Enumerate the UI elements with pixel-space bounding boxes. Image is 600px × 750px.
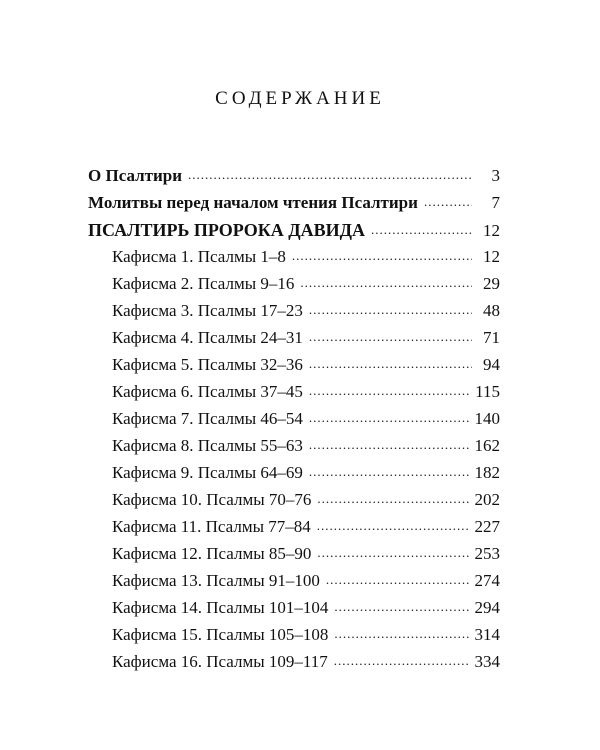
- dot-leader: [300, 272, 472, 292]
- toc-page-number: 29: [483, 274, 500, 293]
- dot-leader: [317, 542, 468, 562]
- toc-page-number: 182: [474, 463, 500, 482]
- toc-entry-kathisma-1: [88, 247, 500, 274]
- dot-leader: [326, 569, 469, 589]
- toc-entry-kathisma-14: [88, 598, 500, 625]
- toc-page-number: 71: [483, 328, 500, 347]
- toc-page-number: 334: [474, 652, 500, 671]
- toc-entry-kathisma-8: [88, 436, 500, 463]
- dot-leader: [317, 515, 469, 535]
- toc-page-number: 12: [483, 221, 500, 240]
- toc-entry-label: Кафисма 16. Псалмы 109–117: [112, 652, 328, 671]
- toc-page-number: 253: [474, 544, 500, 563]
- toc-entry-label: Кафисма 6. Псалмы 37–45: [112, 382, 303, 401]
- toc-page-number: 274: [474, 571, 500, 590]
- dot-leader: [309, 353, 472, 373]
- dot-leader: [317, 488, 468, 508]
- toc-entry-kathisma-16: [88, 652, 500, 679]
- toc-entry-kathisma-3: [88, 301, 500, 328]
- toc-page-number: 94: [483, 355, 500, 374]
- toc-entry-kathisma-13: [88, 571, 500, 598]
- toc-entry-kathisma-2: [88, 274, 500, 301]
- toc-entry-label: Кафисма 15. Псалмы 105–108: [112, 625, 329, 644]
- toc-page-number: 162: [474, 436, 500, 455]
- toc-page-number: 294: [474, 598, 500, 617]
- dot-leader: [309, 461, 469, 481]
- toc-page-number: 314: [474, 625, 500, 644]
- toc-entry-label: Кафисма 4. Псалмы 24–31: [112, 328, 303, 347]
- toc-entry-kathisma-4: [88, 328, 500, 355]
- toc-entry-kathisma-11: [88, 517, 500, 544]
- toc-entry-label: Кафисма 3. Псалмы 17–23: [112, 301, 303, 320]
- toc-entry-label: Кафисма 12. Псалмы 85–90: [112, 544, 312, 563]
- toc-page-number: 7: [491, 193, 500, 212]
- dot-leader: [334, 623, 468, 643]
- toc-page-number: 140: [474, 409, 500, 428]
- toc-entry-kathisma-9: [88, 463, 500, 490]
- dot-leader: [334, 650, 469, 670]
- toc-entry-label: Кафисма 2. Псалмы 9–16: [112, 274, 295, 293]
- toc-entry-kathisma-7: [88, 409, 500, 436]
- dot-leader: [309, 326, 472, 346]
- dot-leader: [309, 407, 469, 427]
- toc-entry-label: О Псалтири: [88, 166, 183, 185]
- dot-leader: [334, 596, 468, 616]
- toc-entry-prayers: [88, 193, 500, 220]
- toc-entry-label: Кафисма 5. Псалмы 32–36: [112, 355, 303, 374]
- dot-leader: [424, 191, 472, 211]
- toc-page-number: 115: [475, 382, 500, 401]
- dot-leader: [371, 219, 472, 239]
- toc-entry-label: Кафисма 13. Псалмы 91–100: [112, 571, 320, 590]
- dot-leader: [309, 380, 469, 400]
- dot-leader: [188, 164, 472, 184]
- toc-entry-kathisma-12: [88, 544, 500, 571]
- toc-entry-psalter-heading: [88, 220, 500, 247]
- page-title: СОДЕРЖАНИЕ: [215, 88, 385, 109]
- toc-page-number: 12: [483, 247, 500, 266]
- toc-entry-kathisma-10: [88, 490, 500, 517]
- toc-entry-label: Кафисма 11. Псалмы 77–84: [112, 517, 311, 536]
- toc-page-number: 202: [474, 490, 500, 509]
- toc-entry-label: Молитвы перед началом чтения Псалтири: [88, 193, 418, 212]
- table-of-contents: [88, 166, 500, 679]
- dot-leader: [309, 299, 472, 319]
- toc-entry-kathisma-6: [88, 382, 500, 409]
- dot-leader: [292, 245, 472, 265]
- toc-entry-label: Кафисма 8. Псалмы 55–63: [112, 436, 303, 455]
- toc-entry-label: Кафисма 1. Псалмы 1–8: [112, 247, 286, 266]
- toc-entry-label: ПСАЛТИРЬ ПРОРОКА ДАВИДА: [88, 220, 366, 240]
- toc-entry-label: Кафисма 9. Псалмы 64–69: [112, 463, 303, 482]
- toc-entry-kathisma-5: [88, 355, 500, 382]
- toc-page-number: 227: [474, 517, 500, 536]
- toc-page-number: 3: [491, 166, 500, 185]
- toc-entry-label: Кафисма 14. Псалмы 101–104: [112, 598, 329, 617]
- toc-page-number: 48: [483, 301, 500, 320]
- dot-leader: [309, 434, 469, 454]
- toc-entry-label: Кафисма 7. Псалмы 46–54: [112, 409, 303, 428]
- toc-entry-label: Кафисма 10. Псалмы 70–76: [112, 490, 312, 509]
- toc-entry-about-psalter: [88, 166, 500, 193]
- toc-entry-kathisma-15: [88, 625, 500, 652]
